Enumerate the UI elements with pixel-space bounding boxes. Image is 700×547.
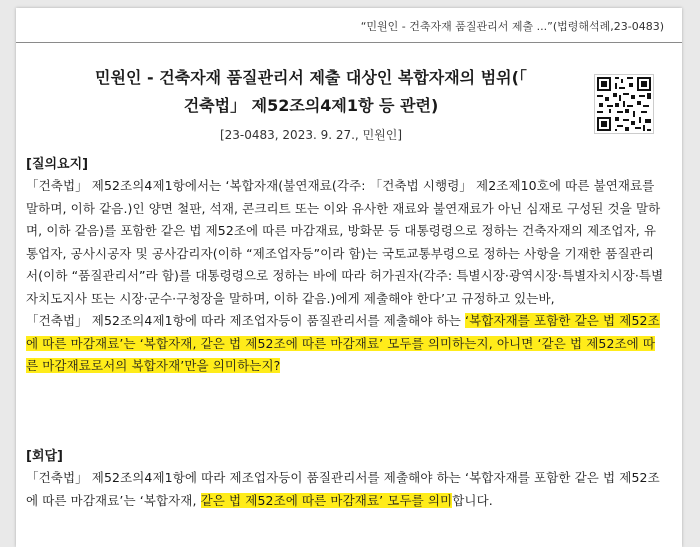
title-line-1: 민원인 - 건축자재 품질관리서 제출 대상인 복합자재의 범위(「 bbox=[95, 68, 527, 87]
title-line-2: 건축법」 제52조의4제1항 등 관련) bbox=[183, 96, 439, 115]
answer-plain-text-2: 합니다. bbox=[452, 492, 493, 508]
question-heading: [질의요지] bbox=[26, 157, 89, 172]
case-citation: [23-0483, 2023. 9. 27., 민원인] bbox=[219, 128, 403, 142]
question-paragraph-2 bbox=[26, 310, 666, 378]
qr-code-icon bbox=[594, 74, 654, 134]
answer-plain-text-1: 「건축법」 제52조의4제1항에 따라 제조업자등이 품질관리서를 제출해야 하는 ‘복합자재를 포함한 같은 법 제52조에 따른 마감재료’는 ‘복합자재, bbox=[26, 470, 660, 508]
header-divider bbox=[16, 42, 682, 43]
answer-highlighted-text: 같은 법 제52조에 따른 마감재료’ 모두를 의미 bbox=[200, 492, 453, 508]
document-title bbox=[76, 64, 546, 120]
question-body bbox=[26, 175, 666, 378]
document-page bbox=[16, 8, 682, 547]
question-paragraph-1: 「건축법」 제52조의4제1항에서는 ‘복합자재(불연재료(각주: 「건축법 시행령」 제2조제10호에 따른 불연재료를 말하며, 이하 같음.)인 양면 철판, 석재, 콘크리트 또는 이와 유사한 재료와 불연재료가 아닌 심재로 구성된 것을 말하며, 이하 같음)를 포함한 같은 법 제52조에 따른 마감재료, 방화문 등 대통령령으로 정하는 건축자재의 제조업자, 유통업자, 공사시공자 및 공사감리자(이하 “제조업자등”이라 함)는 국토교통부령으로 정하는 사항을 기재한 품질관리서(이하 “품질관리서”라 함)를 대통령령으로 정하는 바에 따라 허가권자(각주: 특별시장·광역시장·특별자치시장·특별자치도지사 또는 시장·군수·구청장을 말하며, 이하 같음.)에게 제출해야 한다’고 규정하고 있는바, bbox=[26, 178, 664, 306]
answer-body bbox=[26, 467, 666, 512]
question-plain-text: 「건축법」 제52조의4제1항에 따라 제조업자등이 품질관리서를 제출해야 하는 bbox=[26, 313, 466, 328]
running-header: “민원인 - 건축자재 품질관리서 제출 ...”(법령해석례,23-0483) bbox=[360, 20, 664, 33]
answer-heading: [회답] bbox=[26, 449, 63, 464]
highlighted-text: ‘복합자재를 포함한 같은 법 제52조에 따른 마감재료’는 ‘복합자재, 같은 법 제52조에 따른 마감재료’ 모두를 의미하는지, 아니면 ‘같은 법 제52조에 따른 마감재료로서의 복합자재’만을 의미하는지? bbox=[26, 313, 660, 373]
answer-paragraph bbox=[26, 467, 666, 512]
